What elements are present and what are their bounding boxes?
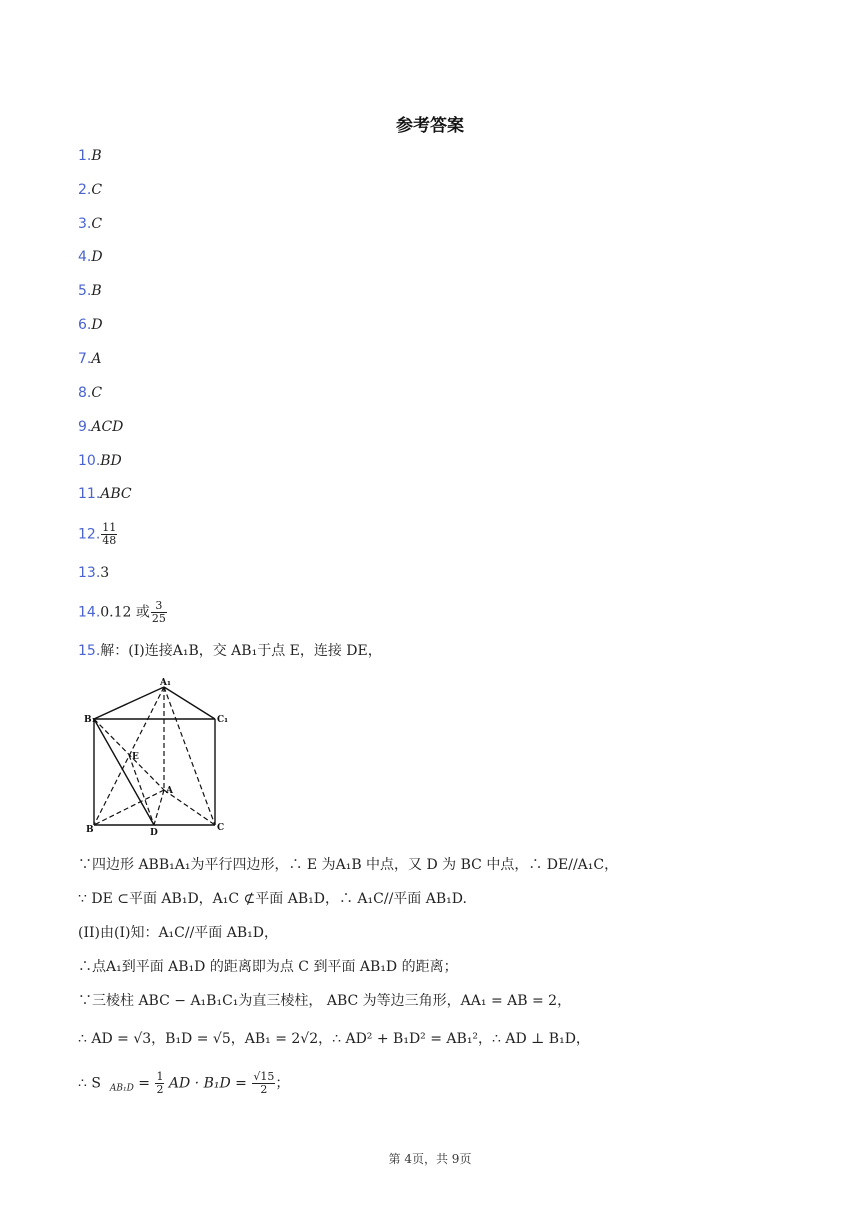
edge-a-b: [94, 790, 164, 825]
denominator: 2: [260, 1083, 268, 1096]
denominator: 25: [151, 612, 166, 625]
label-a: A: [166, 786, 173, 796]
prism-figure: [84, 677, 234, 837]
answer-value: B: [91, 283, 102, 299]
answer-number: 13.: [78, 565, 101, 581]
label-a1: A₁: [160, 678, 171, 688]
label-c: C: [217, 823, 225, 833]
answer-value: ACD: [91, 419, 124, 435]
edge-a1-c1: [164, 687, 215, 719]
page-footer: 第 4页，共 9页: [388, 1152, 472, 1166]
solution-line: ∴ AD = √3，B₁D = √5，AB₁ = 2√2，∴ AD² + B₁D² = AB₁²，∴ AD ⊥ B₁D，: [78, 1031, 590, 1047]
label-d: D: [150, 828, 158, 837]
answer-value: ABC: [100, 486, 132, 502]
solution-line: (II)由(I)知：A₁C//平面 AB₁D，: [78, 925, 278, 941]
solution-line: ∵四边形 ABB₁A₁为平行四边形，∴ E 为A₁B 中点，又 D 为 BC 中点，∴ DE//A₁C，: [78, 857, 619, 873]
answer-value: D: [91, 249, 103, 265]
answer-number: 4.: [78, 249, 92, 265]
edge-e-d: [129, 755, 154, 825]
half-fraction: [155, 1071, 164, 1096]
answer-value: B: [91, 148, 102, 164]
area-line: [78, 1071, 289, 1099]
edge-b1-d: [94, 719, 154, 825]
solution-line: ∴点A₁到平面 AB₁D 的距离即为点 C 到平面 AB₁D 的距离；: [78, 959, 458, 975]
answer-number: 5.: [78, 283, 92, 299]
answer-item: [78, 383, 102, 403]
answer-number: 11.: [78, 486, 101, 502]
answer-item: [78, 281, 102, 301]
answer-number: 15.: [78, 643, 101, 659]
answer-item: [78, 315, 103, 335]
answer-number: 8.: [78, 385, 92, 401]
page-title: 参考答案: [396, 116, 464, 136]
area-subscript: AB₁D: [109, 1083, 134, 1094]
numerator: 1: [156, 1070, 164, 1083]
result-fraction: [252, 1071, 275, 1096]
answer-number: 10.: [78, 453, 101, 469]
answer-value: 3: [100, 565, 110, 581]
denominator: 48: [102, 534, 117, 547]
answer-item: [78, 214, 102, 234]
area-prefix: ∴ S: [78, 1075, 101, 1092]
label-e: E: [132, 752, 139, 762]
solution-line: ∵ DE ⊂平面 AB₁D，A₁C ⊄平面 AB₁D，∴ A₁C//平面 AB₁D.: [78, 891, 467, 907]
area-middle: AD · B₁D =: [168, 1075, 247, 1092]
answer-number: 1.: [78, 148, 92, 164]
answer-number: 7.: [78, 351, 92, 367]
answer-value: C: [91, 216, 103, 232]
answer-13: [78, 563, 109, 583]
fraction: [151, 600, 167, 625]
edge-b1-a: [94, 719, 164, 790]
intro-text: 解：(I)连接A₁B，交 AB₁于点 E，连接 DE，: [100, 643, 382, 659]
label-b: B: [86, 825, 94, 835]
answer-item: [78, 484, 132, 504]
answer-value: A: [91, 351, 102, 367]
answer-number: 12.: [78, 526, 101, 543]
answer-15-intro: [78, 641, 382, 661]
fraction: [101, 522, 117, 547]
answer-number: 9.: [78, 419, 92, 435]
denominator: 2: [156, 1083, 164, 1096]
answer-item: [78, 349, 101, 369]
answer-item: [78, 417, 123, 437]
eq-sign: =: [138, 1075, 150, 1092]
numerator: 11: [102, 521, 117, 534]
answer-14: [78, 600, 167, 625]
solution-line: ∵三棱柱 ABC − A₁B₁C₁为直三棱柱， ABC 为等边三角形，AA₁ = AB = 2，: [78, 993, 572, 1009]
edge-b1-a1: [94, 687, 164, 719]
label-c1: C₁: [217, 715, 229, 725]
answer-value: C: [91, 385, 103, 401]
answer-number: 6.: [78, 317, 92, 333]
answer-item: [78, 247, 103, 267]
edge-a-d: [154, 790, 164, 825]
answer-item: [78, 146, 102, 166]
numerator: √15: [253, 1070, 275, 1083]
label-b1: B₁: [84, 715, 96, 725]
answer-value: BD: [100, 453, 122, 469]
edge-a1-c: [164, 687, 215, 825]
area-end: ；: [275, 1075, 290, 1092]
numerator: 3: [151, 600, 167, 613]
answer-item: [78, 451, 122, 471]
answer-12: [78, 522, 117, 547]
answer-number: 3.: [78, 216, 92, 232]
answer-value: C: [91, 182, 103, 198]
answer-value: 0.12 或: [100, 604, 150, 621]
answer-value: D: [91, 317, 103, 333]
answer-number: 2.: [78, 182, 92, 198]
answer-item: [78, 180, 102, 200]
answer-number: 14.: [78, 604, 101, 621]
